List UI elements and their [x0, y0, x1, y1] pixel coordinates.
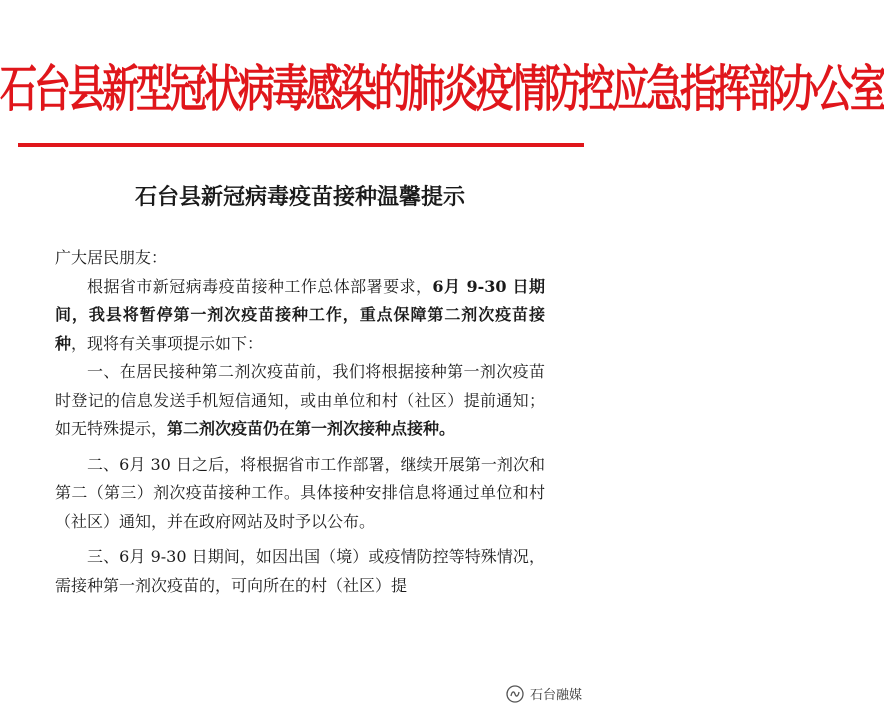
wechat-channel-icon: [506, 685, 524, 703]
watermark-label: 石台融媒: [529, 688, 582, 703]
source-watermark: [502, 682, 586, 705]
document-title: 石台县新冠病毒疫苗接种温馨提示: [134, 184, 465, 210]
paragraph-item-1-emphasis: 第二剂次疫苗仍在第一剂次接种点接种。: [167, 419, 456, 438]
salutation: 广大居民朋友：: [55, 248, 168, 267]
paragraph-intro-outro: ，现将有关事项提示如下：: [71, 333, 264, 353]
paragraph-item-2: 二、6月 30 日之后，将根据省市工作部署，继续开展第一剂次和第二（第三）剂次疫苗接种工作。具体接种安排信息将通过单位和村（社区）通知，并在政府网站及时予以公布。: [55, 454, 545, 531]
paragraph-intro-emphasis: 6月 9-30 日期间，我县将暂停第一剂次疫苗接种工作，重点保障第二剂次疫苗接种: [55, 276, 545, 353]
paragraph-item-1-text: 一、在居民接种第二剂次疫苗前，我们将根据接种第一剂次疫苗时登记的信息发送手机短信通知，或由单位和村（社区）提前通知；如无特殊提示，: [55, 362, 545, 438]
paragraph-item-3: 三、6月 9-30 日期间，如因出国（境）或疫情防控等特殊情况，需接种第一剂次疫苗的，可向所在的村（社区）提: [55, 547, 545, 595]
document-body: [55, 244, 545, 600]
paragraph-intro: [55, 273, 545, 359]
paragraph-item-1: [55, 358, 545, 444]
issuing-office-header: 石台县新型冠状病毒感染的肺炎疫情防控应急指挥部办公室: [0, 58, 884, 119]
red-divider-line: [18, 143, 584, 147]
paragraph-intro-text: 根据省市新冠病毒疫苗接种工作总体部署要求，: [87, 276, 433, 296]
